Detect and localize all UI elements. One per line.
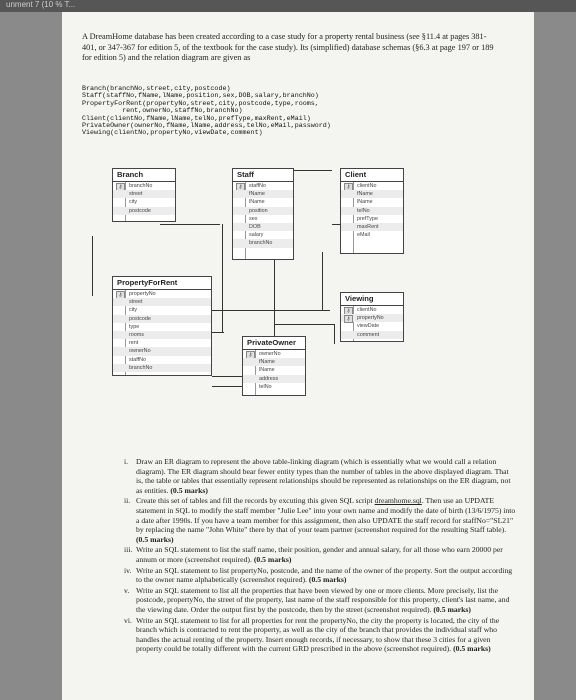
document-page bbox=[62, 12, 534, 700]
field-name: propertyNo bbox=[129, 291, 156, 297]
field-name: fName bbox=[259, 359, 275, 366]
field-row bbox=[233, 190, 293, 198]
table-client bbox=[340, 168, 404, 254]
field-name: street bbox=[129, 191, 143, 198]
field-name: prefType bbox=[357, 215, 378, 222]
question-number: ii. bbox=[124, 496, 131, 506]
field-name: telNo bbox=[259, 383, 272, 390]
key-icon: ⚷ bbox=[236, 183, 245, 191]
field-row bbox=[341, 331, 403, 339]
table-title: Viewing bbox=[341, 293, 403, 306]
field-name: viewDate bbox=[357, 323, 380, 330]
relation-line bbox=[92, 236, 93, 296]
question-marks: (0.5 marks) bbox=[253, 554, 292, 564]
field-name: branchNo bbox=[129, 183, 153, 189]
question-number: i. bbox=[124, 457, 129, 466]
key-icon: ⚷ bbox=[116, 291, 125, 299]
field-row bbox=[233, 207, 293, 215]
field-name: telNo bbox=[357, 207, 370, 214]
key-icon: ⚷ bbox=[344, 307, 353, 315]
field-row bbox=[341, 322, 403, 330]
question-item bbox=[124, 496, 516, 544]
table-property-for-rent bbox=[112, 276, 212, 376]
question-item bbox=[124, 616, 516, 654]
field-row bbox=[341, 198, 403, 206]
relation-line bbox=[322, 252, 323, 310]
question-item bbox=[124, 566, 516, 585]
table-title: Branch bbox=[113, 169, 175, 182]
field-name: maxRent bbox=[357, 223, 379, 230]
table-branch bbox=[112, 168, 176, 222]
field-row bbox=[233, 198, 293, 206]
field-name: lName bbox=[259, 367, 275, 374]
field-name: staffNo bbox=[129, 356, 146, 363]
question-item bbox=[124, 457, 516, 495]
field-name: postcode bbox=[129, 207, 151, 214]
field-row bbox=[113, 207, 175, 215]
table-viewing bbox=[340, 292, 404, 342]
question-number: iii. bbox=[124, 545, 133, 555]
sql-script-link[interactable]: dreamhome.sql bbox=[374, 496, 422, 506]
field-name: address bbox=[259, 375, 279, 382]
relation-line bbox=[222, 224, 223, 332]
key-icon: ⚷ bbox=[116, 183, 125, 191]
field-name: clientNo bbox=[357, 307, 377, 313]
field-name: fName bbox=[357, 191, 373, 198]
field-row bbox=[341, 215, 403, 223]
field-row bbox=[341, 207, 403, 215]
question-item bbox=[124, 586, 516, 615]
field-name: postcode bbox=[129, 315, 151, 322]
table-private-owner bbox=[242, 336, 306, 396]
relation-line bbox=[274, 324, 334, 325]
question-number: vi. bbox=[124, 615, 132, 625]
field-name: branchNo bbox=[129, 364, 153, 371]
field-row bbox=[113, 306, 211, 314]
top-bar bbox=[0, 0, 576, 12]
field-row bbox=[233, 215, 293, 223]
schema-line: PropertyForRent(propertyNo,street,city,postcode,type,rooms, bbox=[82, 99, 319, 108]
question-marks: (0.5 marks) bbox=[453, 644, 491, 654]
field-name: comment bbox=[357, 331, 380, 338]
field-row bbox=[113, 356, 211, 364]
field-name: salary bbox=[249, 232, 264, 239]
relation-line bbox=[212, 332, 224, 333]
field-name: propertyNo bbox=[357, 315, 384, 322]
field-row bbox=[113, 290, 211, 298]
field-row bbox=[341, 231, 403, 239]
field-name: DOB bbox=[249, 223, 261, 230]
relation-line bbox=[334, 324, 335, 344]
key-icon: ⚷ bbox=[246, 351, 255, 359]
relation-line bbox=[160, 224, 220, 225]
question-marks: (0.5 marks) bbox=[170, 485, 208, 495]
table-staff bbox=[232, 168, 294, 260]
field-name: lName bbox=[249, 199, 265, 206]
question-text: Draw an ER diagram to represent the above table-linking diagram (which is essentially what we would call a relation diagram). The ER diagram should bear fewer entity types than the number of tables in the above displayed diagram. That is, the table or tables that essentially represent relationships should be represented as relationships on the ER diagram, not as entities. bbox=[136, 457, 511, 495]
field-row bbox=[341, 190, 403, 198]
breadcrumb: unment 7 (10 % T... bbox=[6, 0, 76, 9]
table-title: Staff bbox=[233, 169, 293, 182]
field-name: ownerNo bbox=[259, 351, 281, 357]
field-row bbox=[233, 231, 293, 239]
field-row bbox=[243, 383, 305, 391]
field-name: rent bbox=[129, 340, 139, 347]
question-text: Create this set of tables and fill the records by excuting this given SQL script bbox=[136, 496, 373, 506]
schema-block bbox=[82, 86, 502, 138]
field-name: eMail bbox=[357, 232, 370, 239]
schema-line: Viewing(clientNo,propertyNo,viewDate,comment) bbox=[82, 129, 263, 138]
field-name: position bbox=[249, 207, 268, 214]
question-marks: (0.5 marks) bbox=[136, 534, 174, 544]
field-row bbox=[243, 366, 305, 374]
question-number: v. bbox=[124, 585, 130, 595]
question-number: iv. bbox=[124, 565, 132, 575]
key-icon: ⚷ bbox=[344, 315, 353, 323]
schema-line: rent,ownerNo,staffNo,branchNo) bbox=[82, 107, 243, 116]
field-row bbox=[113, 364, 211, 372]
field-row bbox=[341, 306, 403, 314]
relation-line bbox=[212, 310, 330, 311]
table-title: PrivateOwner bbox=[243, 337, 305, 350]
field-name: rooms bbox=[129, 331, 144, 338]
field-name: street bbox=[129, 299, 143, 306]
field-row bbox=[113, 331, 211, 339]
field-row bbox=[341, 223, 403, 231]
key-icon: ⚷ bbox=[344, 183, 353, 191]
question-text: Write an SQL statement to list for all properties for rent the propertyNo, the city the property is located, the city of the branch which is contracted to rent the property, as well as the city of the branch that provides the individual staff who handles the actual renting of the property. Insert enough records, if necessary, to show that these 3 cities for a given property could be totally different with the current GRD prescribed in the above (screenshot required). bbox=[136, 615, 500, 654]
field-name: fName bbox=[249, 191, 265, 198]
field-row bbox=[113, 315, 211, 323]
schema-line: Client(clientNo,fName,lName,telNo,prefType,maxRent,eMail) bbox=[82, 114, 311, 123]
field-row bbox=[243, 375, 305, 383]
question-marks: (0.5 marks) bbox=[308, 575, 347, 585]
field-row bbox=[113, 190, 175, 198]
field-name: city bbox=[129, 199, 138, 206]
question-marks: (0.5 marks) bbox=[433, 604, 471, 614]
field-row bbox=[113, 339, 211, 347]
schema-line: PrivateOwner(ownerNo,fName,lName,address,telNo,eMail,password) bbox=[82, 122, 331, 131]
schema-line: Branch(branchNo,street,city,postcode) bbox=[82, 85, 231, 93]
intro-paragraph: A DreamHome database has been created according to a case study for a property rental business (see §11.4 at pages 381-401, or 347-367 for edition 5, of the textbook for the case study). Its (simplified) database schemas (§6.3 at page 197 or 189 for edition 5) and the relation diagram are given as bbox=[82, 32, 494, 63]
field-name: staffNo bbox=[249, 183, 266, 189]
field-name: type bbox=[129, 323, 140, 330]
field-name: lName bbox=[357, 199, 373, 206]
field-name: city bbox=[129, 307, 138, 314]
field-name: ownerNo bbox=[129, 348, 151, 355]
field-row bbox=[243, 358, 305, 366]
question-text: Write an SQL statement to list all the properties that have been viewed by one or more clients. More precisely, list the postcode, propertyNo, the street of the property, last name of the staff responsible for this property, client's last name, and the viewing date. Order the output first by the postcode, then by the street (screenshot required). bbox=[136, 585, 510, 614]
field-row bbox=[113, 323, 211, 331]
question-item bbox=[124, 545, 516, 564]
field-row bbox=[243, 350, 305, 358]
field-row bbox=[113, 198, 175, 206]
question-list bbox=[124, 457, 516, 655]
field-row bbox=[341, 314, 403, 322]
field-row bbox=[233, 239, 293, 247]
field-row bbox=[113, 182, 175, 190]
field-row bbox=[341, 182, 403, 190]
field-row bbox=[113, 347, 211, 355]
field-row bbox=[233, 223, 293, 231]
field-name: sex bbox=[249, 215, 258, 222]
field-row bbox=[113, 298, 211, 306]
field-row bbox=[233, 182, 293, 190]
question-text: Write an SQL statement to list propertyNo, postcode, and the name of the owner of the property. Sort the output according to the owner name alphabetically (screenshot required). bbox=[136, 565, 513, 585]
field-name: branchNo bbox=[249, 240, 273, 247]
schema-line: Staff(staffNo,fName,lName,position,sex,DOB,salary,branchNo) bbox=[82, 92, 319, 101]
table-title: PropertyForRent bbox=[113, 277, 211, 290]
table-title: Client bbox=[341, 169, 403, 182]
field-name: clientNo bbox=[357, 183, 377, 189]
question-text: . Then use an UPDATE statement in SQL to modify the staff member "Julie Lee" into your own name and modify the date of birth (13/6/1975) into a date after 1990s. If you have a team member for this assignment, then also UPDATE the staff record for staffNo="SL21" by replacing the name "John White" there by that of your team partner (screenshot required for the resulting Staff table). bbox=[136, 496, 516, 535]
question-text: Write an SQL statement to list the staff name, their position, gender and annual salary, for all those who earn 20000 per annum or more (screenshot required). bbox=[136, 545, 503, 564]
